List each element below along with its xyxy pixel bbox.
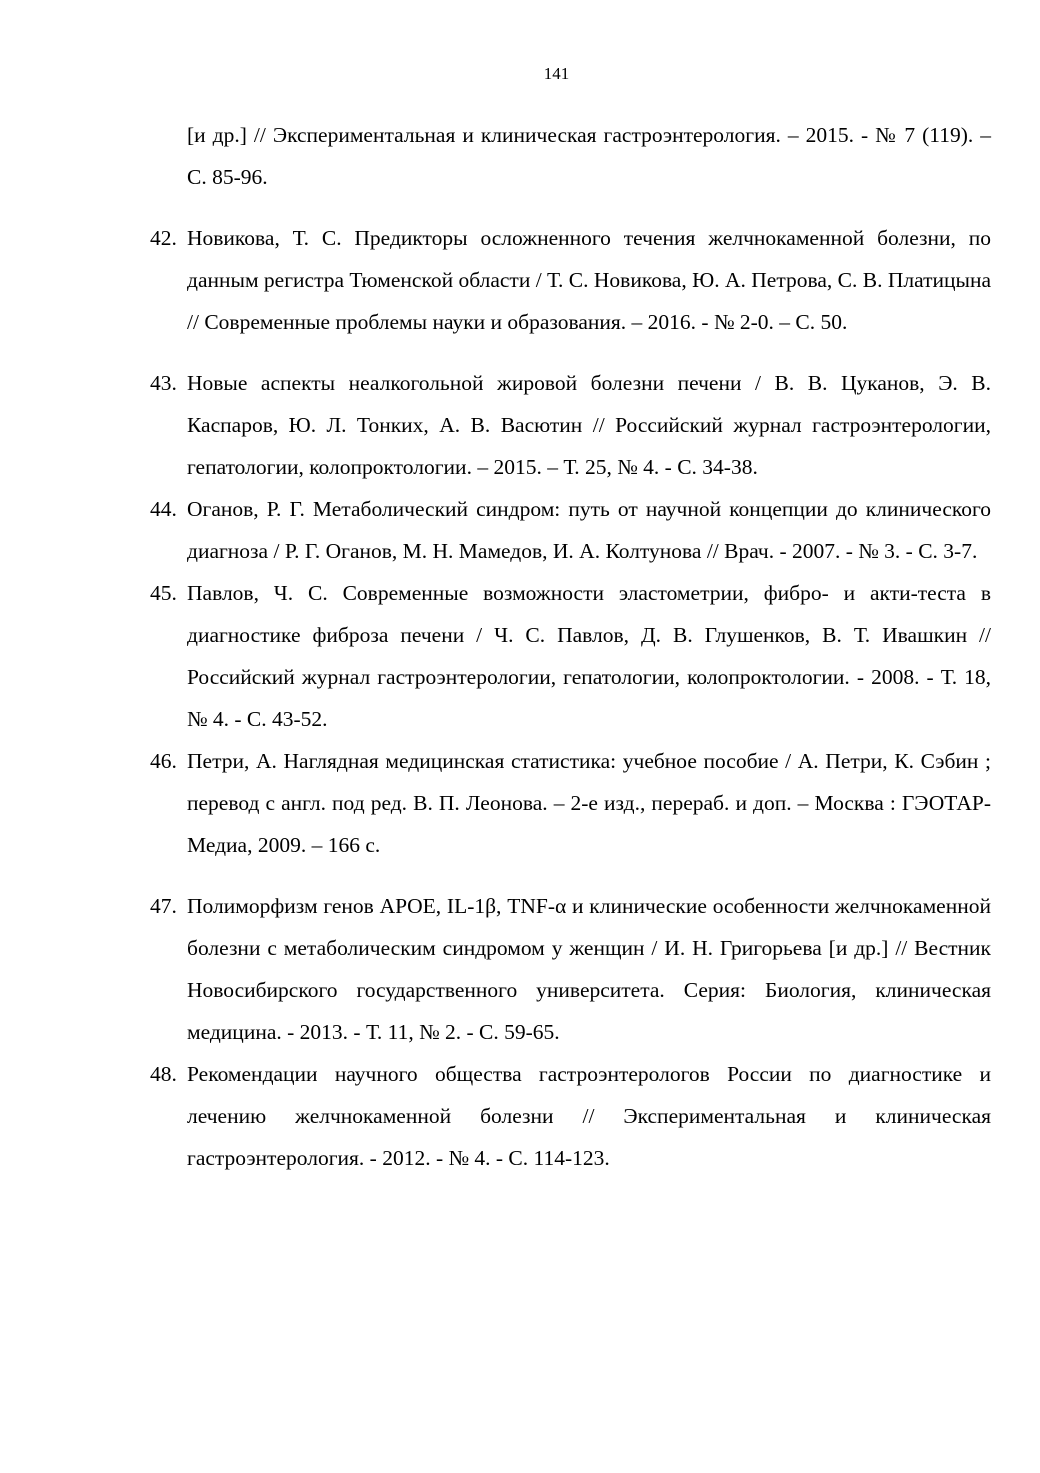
reference-text: Оганов, Р. Г. Метаболический синдром: путь от научной концепции до клинического диагноза / Р. Г. Оганов, М. Н. Мамедов, И. А. Колтунова // Врач. - 2007. - № 3. - С. 3-7. <box>187 497 991 563</box>
reference-text: Павлов, Ч. С. Современные возможности эластометрии, фибро- и акти-теста в диагностике фиброза печени / Ч. С. Павлов, Д. В. Глушенков, В. Т. Ивашкин // Российский журнал гастроэнтерологии, гепатологии, колопроктологии. - 2008. - Т. 18, № 4. - С. 43-52. <box>187 581 991 731</box>
reference-text: Новикова, Т. С. Предикторы осложненного течения желчнокаменной болезни, по данным регистра Тюменской области / Т. С. Новикова, Ю. А. Петрова, С. В. Платицына // Современные проблемы науки и образования. – 2016. - № 2-0. – С. 50. <box>187 226 991 334</box>
reference-item-48 <box>150 1053 991 1179</box>
reference-item-46 <box>150 740 991 866</box>
reference-number: 45. <box>150 581 177 605</box>
reference-number: 47. <box>150 894 177 918</box>
reference-number: 46. <box>150 749 177 773</box>
reference-continuation: [и др.] // Экспериментальная и клиническая гастроэнтерология. – 2015. - № 7 (119). – С. 85-96. <box>187 123 991 189</box>
page-number: 141 <box>543 64 570 83</box>
reference-number: 48. <box>150 1062 177 1086</box>
reference-number: 43. <box>150 371 177 395</box>
reference-item-45 <box>150 572 991 740</box>
reference-text: Рекомендации научного общества гастроэнтерологов России по диагностике и лечению желчнокаменной болезни // Экспериментальная и клиническая гастроэнтерология. - 2012. - № 4. - С. 114-123. <box>187 1062 991 1170</box>
reference-list <box>150 114 991 1179</box>
reference-item-42 <box>150 217 991 343</box>
reference-item-44 <box>150 488 991 572</box>
reference-text: Новые аспекты неалкогольной жировой болезни печени / В. В. Цуканов, Э. В. Каспаров, Ю. Л. Тонких, А. В. Васютин // Российский журнал гастроэнтерологии, гепатологии, колопроктологии. – 2015. – Т. 25, № 4. - С. 34-38. <box>187 371 991 479</box>
reference-number: 44. <box>150 497 177 521</box>
reference-number: 42. <box>150 226 177 250</box>
reference-item-47 <box>150 885 991 1053</box>
reference-text: Полиморфизм генов APOE, IL-1β, TNF-α и клинические особенности желчнокаменной болезни с метаболическим синдромом у женщин / И. Н. Григорьева [и др.] // Вестник Новосибирского государственного университета. Серия: Биология, клиническая медицина. - 2013. - Т. 11, № 2. - С. 59-65. <box>187 894 991 1044</box>
reference-text: Петри, А. Наглядная медицинская статистика: учебное пособие / А. Петри, К. Сэбин ; перевод с англ. под ред. В. П. Леонова. – 2-е изд., перераб. и доп. – Москва : ГЭОТАР-Медиа, 2009. – 166 с. <box>187 749 991 857</box>
reference-item-43 <box>150 362 991 488</box>
